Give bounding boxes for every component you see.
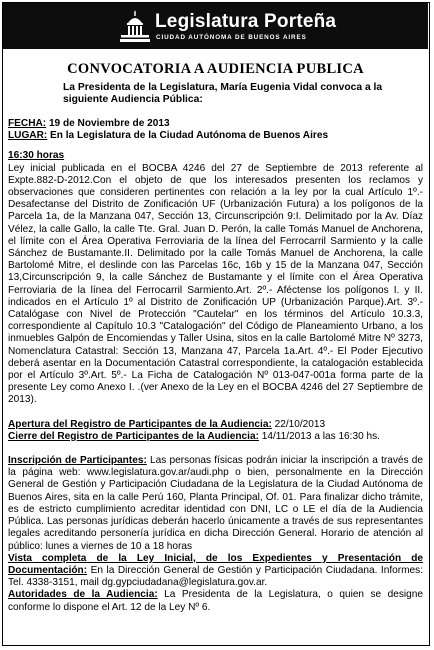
hora-label: 16:30 horas: [8, 150, 65, 162]
autoridades-value: La Presidenta de la Legislatura, o quien se designe conforme lo dispone el Art. 12 de la Ley Nº 6.: [8, 589, 423, 613]
page-title: CONVOCATORIA A AUDIENCIA PUBLICA: [67, 61, 364, 77]
autoridades-paragraph: [8, 589, 423, 613]
brand-name: Legislatura Porteña: [155, 11, 337, 32]
vista-value: En la Dirección General de Gestión y Participación Ciudadana. Informes: Tel. 4338-3151, mail dg.gypciudadana@legislatura.gov.ar.: [8, 564, 423, 589]
apertura-line: [8, 419, 423, 431]
vista-label: Vista completa de la Ley Inicial, de los Expedientes y Presentación de Documentación:: [8, 552, 423, 576]
legislature-building-icon: [119, 9, 151, 45]
cierre-line: [8, 431, 423, 443]
autoridades-label: Autoridades de la Audiencia:: [8, 589, 158, 601]
fecha-label: FECHA:: [8, 118, 47, 129]
intro-text: La Presidenta de la Legislatura, María Eugenia Vidal convoca a la siguiente Audiencia Pública:: [63, 82, 383, 105]
cierre-value: 14/11/2013 a las 16:30 hs.: [258, 430, 380, 442]
vista-paragraph: [8, 553, 423, 590]
notice-body: [8, 118, 423, 614]
cierre-label: Cierre del Registro de Participantes de la Audiencia:: [8, 430, 259, 442]
inscripcion-value: Las personas físicas podrán iniciar la inscripción a través de la página web: www.legislatura.gov.ar/audi.php o bien, personalmente en la Dirección General de Gestión y Participación Ciudadana de la Legislatura de la Ciudad Autónoma de Buenos Aires, sita en la calle Perú 160, Planta Principal, Of. 01. Para finalizar dicho trámite, es de estricto cumplimiento acreditar identidad con DNI, LC o LE el día de la Audiencia Pública. Las personas jurídicas deberán hacerlo únicamente a través de sus representantes legales acreditando personería jurídica en dicha Dirección General. Horario de atención al público: lunes a viernes de 10 a 18 horas: [8, 455, 423, 552]
lugar-line: [8, 130, 423, 142]
notice-frame: [2, 2, 430, 646]
hora-line: [8, 150, 423, 162]
brand-subtitle: CIUDAD AUTÓNOMA DE BUENOS AIRES: [156, 34, 307, 41]
fecha-value: 19 de Noviembre de 2013: [46, 118, 170, 129]
header-banner: [3, 3, 428, 49]
main-text: Ley inicial publicada en el BOCBA 4246 del 27 de Septiembre de 2013 referente al Expte.882-D-2012.Con el objeto de que los interesados presenten los reclamos y observaciones que consideren pertinentes con relación a la ley por la cual Artículo 1º.- Desafectanse del Distrito de Zonificación UF (Urbanización Futura) a los polígonos de la Parcela 1a, de la Manzana 047, Sección 13, Circunscripción 9:I. Delimitado por la Av. Díaz Vélez, la calle Gallo, la calle Tte. Gral. Juan D. Perón, la calle Tomás Manuel de Anchorena, el límite con el Área Operativa Ferroviaria de la línea del Ferrocarril Sarmiento y la calle Sánchez de Bustamante.II. Delimitado por la calle Tomás Manuel de Anchorena, la calle Bartolomé Mitre, el deslinde con las Parcelas 16c, 16b y 15 de la Manzana 047, Sección 13,Circunscripción 9, la calle Sánchez de Bustamante y el límite con el Área Operativa Ferroviaria de la línea del Ferrocarril Sarmiento.Art. 2º.- Aféctense los polígonos I. y II. indicados en el Artículo 1º al Distrito de Zonificación UP (Urbanización Parque).Art. 3º.- Catalógase con Nivel de Protección "Cautelar" en los términos del Artículo 10.3.3, correspondiente al Capítulo 10.3 "Catalogación" del Código de Planeamiento Urbano, a los inmuebles Galpón de Encomiendas y Taller Usina, sitos en la calle Bartolomé Mitre Nº 3273, Nomenclatura Catastral: Sección 13, Manzana 47, Parcela 1a.Art. 4º.- El Poder Ejecutivo deberá asentar en la Documentación Catastral correspondiente, la catalogación establecida por el Artículo 3º.Art. 5º.- La Ficha de Catalogación Nº 013-047-001a forma parte de la presente Ley como Anexo I. .(ver Anexo de la Ley en el BOCBA 4246 del 27 Septiembre de 2013).: [8, 162, 423, 406]
lugar-label: LUGAR:: [8, 130, 48, 142]
inscripcion-label: Inscripción de Participantes:: [8, 455, 147, 467]
lugar-value: En la Legislatura de la Ciudad Autónoma de Buenos Aires: [47, 130, 329, 142]
apertura-value: 22/10/2013: [271, 418, 326, 430]
fecha-line: [8, 118, 423, 130]
inscripcion-paragraph: [8, 455, 423, 553]
apertura-label: Apertura del Registro de Participantes de la Audiencia:: [8, 418, 272, 430]
